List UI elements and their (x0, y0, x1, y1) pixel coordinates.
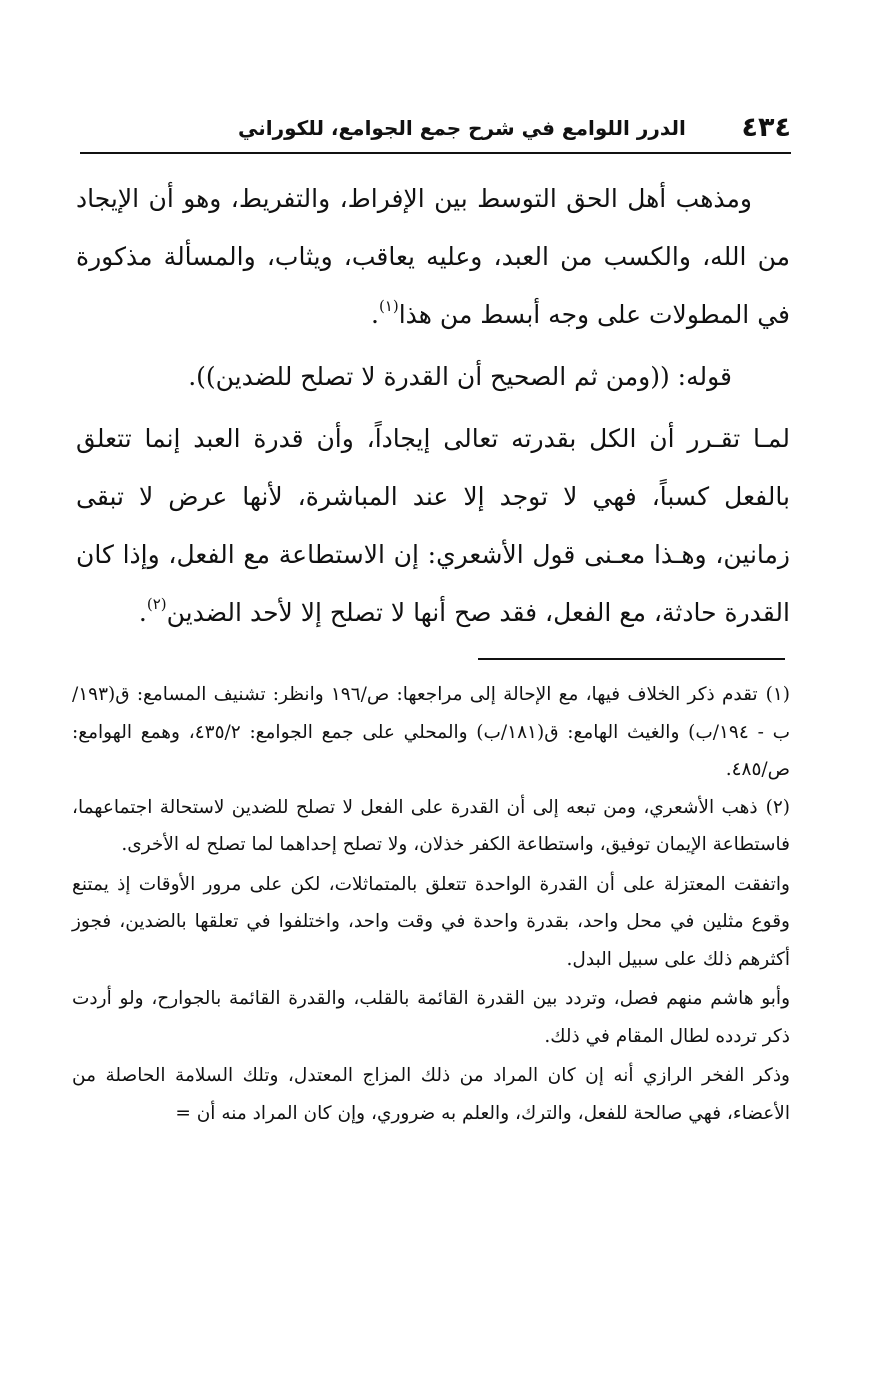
page-number: ٤٣٤ (741, 112, 791, 143)
page-header (80, 108, 791, 152)
paragraph-1-text: ومذهب أهل الحق التوسط بين الإفراط، والتفريط، وهو أن الإيجاد من الله، والكسب من العبد، وعليه يعاقب، ويثاب، والمسألة مذكورة في المطولات على وجه أبسط من هذا (76, 184, 790, 329)
footnotes (72, 676, 790, 1132)
paragraph-3-text: لمـا تقـرر أن الكل بقدرته تعالى إيجاداً، وأن قدرة العبد إنما تتعلق بالفعل كسباً، فهي لا توجد إلا عند المباشرة، لأنها عرض لا تبقى زمانين، وهـذا معـنى قول الأشعري: إن الاستطاعة مع الفعل، وإذا كان القدرة حادثة، مع الفعل، فقد صح أنها لا تصلح إلا لأحد الضدين (76, 424, 790, 627)
header-rule (80, 152, 791, 154)
paragraph-1-end: . (370, 300, 379, 329)
footnote-2 (72, 789, 790, 864)
footnote-2-paragraph-2: واتفقت المعتزلة على أن القدرة الواحدة تتعلق بالمتماثلات، لكن على مرور الأوقات إذ يمتنع وقوع مثلين في محل واحد، بقدرة واحدة في وقت واحد، واختلفوا في تعلقها بالضدين، فجوز أكثرهم ذلك على سبيل البدل. (72, 873, 790, 970)
footnote-ref-1: (١) (378, 297, 399, 315)
paragraph-1 (76, 170, 790, 344)
footnote-1 (72, 676, 790, 789)
main-text (76, 170, 790, 642)
footnote-2-text: ذهب الأشعري، ومن تبعه إلى أن القدرة على الفعل لا تصلح للضدين لاستحالة اجتماعهما، فاستطاعة الإيمان توفيق، واستطاعة الكفر خذلان، ولا تصلح إحداهما لما تصلح له الأخرى. (72, 796, 790, 855)
footnote-1-text: تقدم ذكر الخلاف فيها، مع الإحالة إلى مراجعها: ص/١٩٦ وانظر: تشنيف المسامع: ق(١٩٣/ب - ١٩٤/ب) والغيث الهامع: ق(١٨١/ب) والمحلي على جمع الجوامع: ٤٣٥/٢، وهمع الهوامع: ص/٤٨٥. (72, 684, 790, 780)
quoted-statement: قوله: ((ومن ثم الصحيح أن القدرة لا تصلح للضدين)). (188, 362, 732, 391)
footnote-2-paragraph-4: وذكر الفخر الرازي أنه إن كان المراد من ذلك المزاج المعتدل، وتلك السلامة الحاصلة من الأعضاء، فهي صالحة للفعل، والترك، والعلم به ضروري، وإن كان المراد منه أن = (72, 1065, 790, 1124)
footnote-separator (478, 658, 785, 660)
paragraph-3 (76, 410, 790, 642)
running-title: الدرر اللوامع في شرح جمع الجوامع، للكوراني (238, 116, 686, 140)
footnote-2-number: (٢) (765, 796, 790, 818)
footnote-ref-2: (٢) (146, 595, 167, 613)
footnote-2-paragraph-3: وأبو هاشم منهم فصل، وتردد بين القدرة القائمة بالقلب، والقدرة القائمة بالجوارح، ولو أردت ذكر تردده لطال المقام في ذلك. (72, 988, 790, 1047)
footnote-1-number: (١) (765, 684, 790, 705)
paragraph-3-end: . (138, 598, 147, 627)
